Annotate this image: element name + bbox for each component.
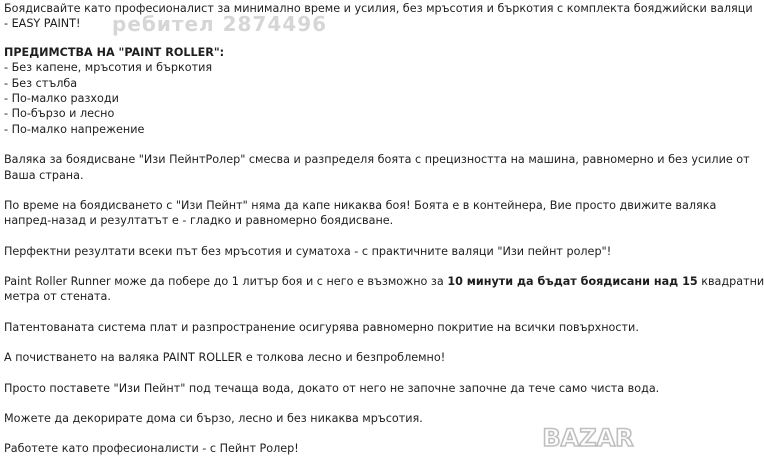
advantage-item: - Без капене, мръсотия и бъркотия (4, 61, 213, 75)
paragraph-3: Перфектни резултати всеки път без мръсотия и суматоха - с практичните валяци "Изи пейнт ролер"! (4, 244, 612, 258)
advantage-item: - По-бързо и лесно (4, 107, 115, 121)
paragraph-4-line-1 (4, 274, 764, 289)
advantage-item: - Без стълба (4, 76, 78, 90)
paragraph-2-line-1: По време на боядисването с "Изи Пейнт" няма да капе никаква боя! Боята е в контейнера, Вие просто движите валяка (4, 198, 717, 212)
advantages-list (4, 60, 634, 137)
advantages-title: ПРЕДИМСТВА НА "PAINT ROLLER": (4, 45, 225, 59)
paragraph-7: Просто поставете "Изи Пейнт" под течаща вода, докато от него не започне започне да тече само чиста вода. (4, 381, 660, 395)
paragraph-4-line-2: метра от стената. (4, 290, 111, 304)
paragraph-1-line-2: Ваша страна. (4, 168, 84, 182)
paragraph-9: Работете като професионалисти - с Пейнт Ролер! (4, 442, 299, 456)
paragraph-4-text-start: Paint Roller Runner може да побере до 1 литър боя и с него е възможно за (4, 275, 448, 289)
advantage-item: - По-малко напрежение (4, 122, 145, 136)
paragraph-2-line-2: напред-назад и резултатът е - гладко и равномерно боядисване. (4, 214, 394, 228)
paragraph-5: Патентованата система плат и разпространение осигурява равномерно покритие на всички повърхности. (4, 320, 639, 334)
intro-line-1: Боядисвайте като професионалист за минимално време и усилия, без мръсотия и бъркотия с комплекта бояджийски валяци (4, 2, 753, 15)
paragraph-8: Можете да декорирате дома си бързо, лесно и без никаква мръсотия. (4, 412, 423, 426)
product-description (4, 0, 764, 457)
paragraph-1-line-1: Валяка за боядисване "Изи ПейнтРолер" смесва и разпределя боята с прецизността на машина, равномерно и без усилие от (4, 153, 750, 167)
paragraph-4-text-end: квадратни (697, 275, 764, 289)
advantage-item: - По-малко разходи (4, 91, 119, 105)
logo-text: BAZAR (542, 424, 634, 452)
paragraph-6: А почистването на валяка PAINT ROLLER е толкова лесно и безпроблемно! (4, 351, 446, 365)
watermark: ребител 2874496 (112, 12, 328, 36)
intro-line-2: - EASY PAINT! (4, 17, 81, 31)
paragraph-4-bold-text: 10 минути да бъдат боядисани над 15 (447, 275, 698, 289)
